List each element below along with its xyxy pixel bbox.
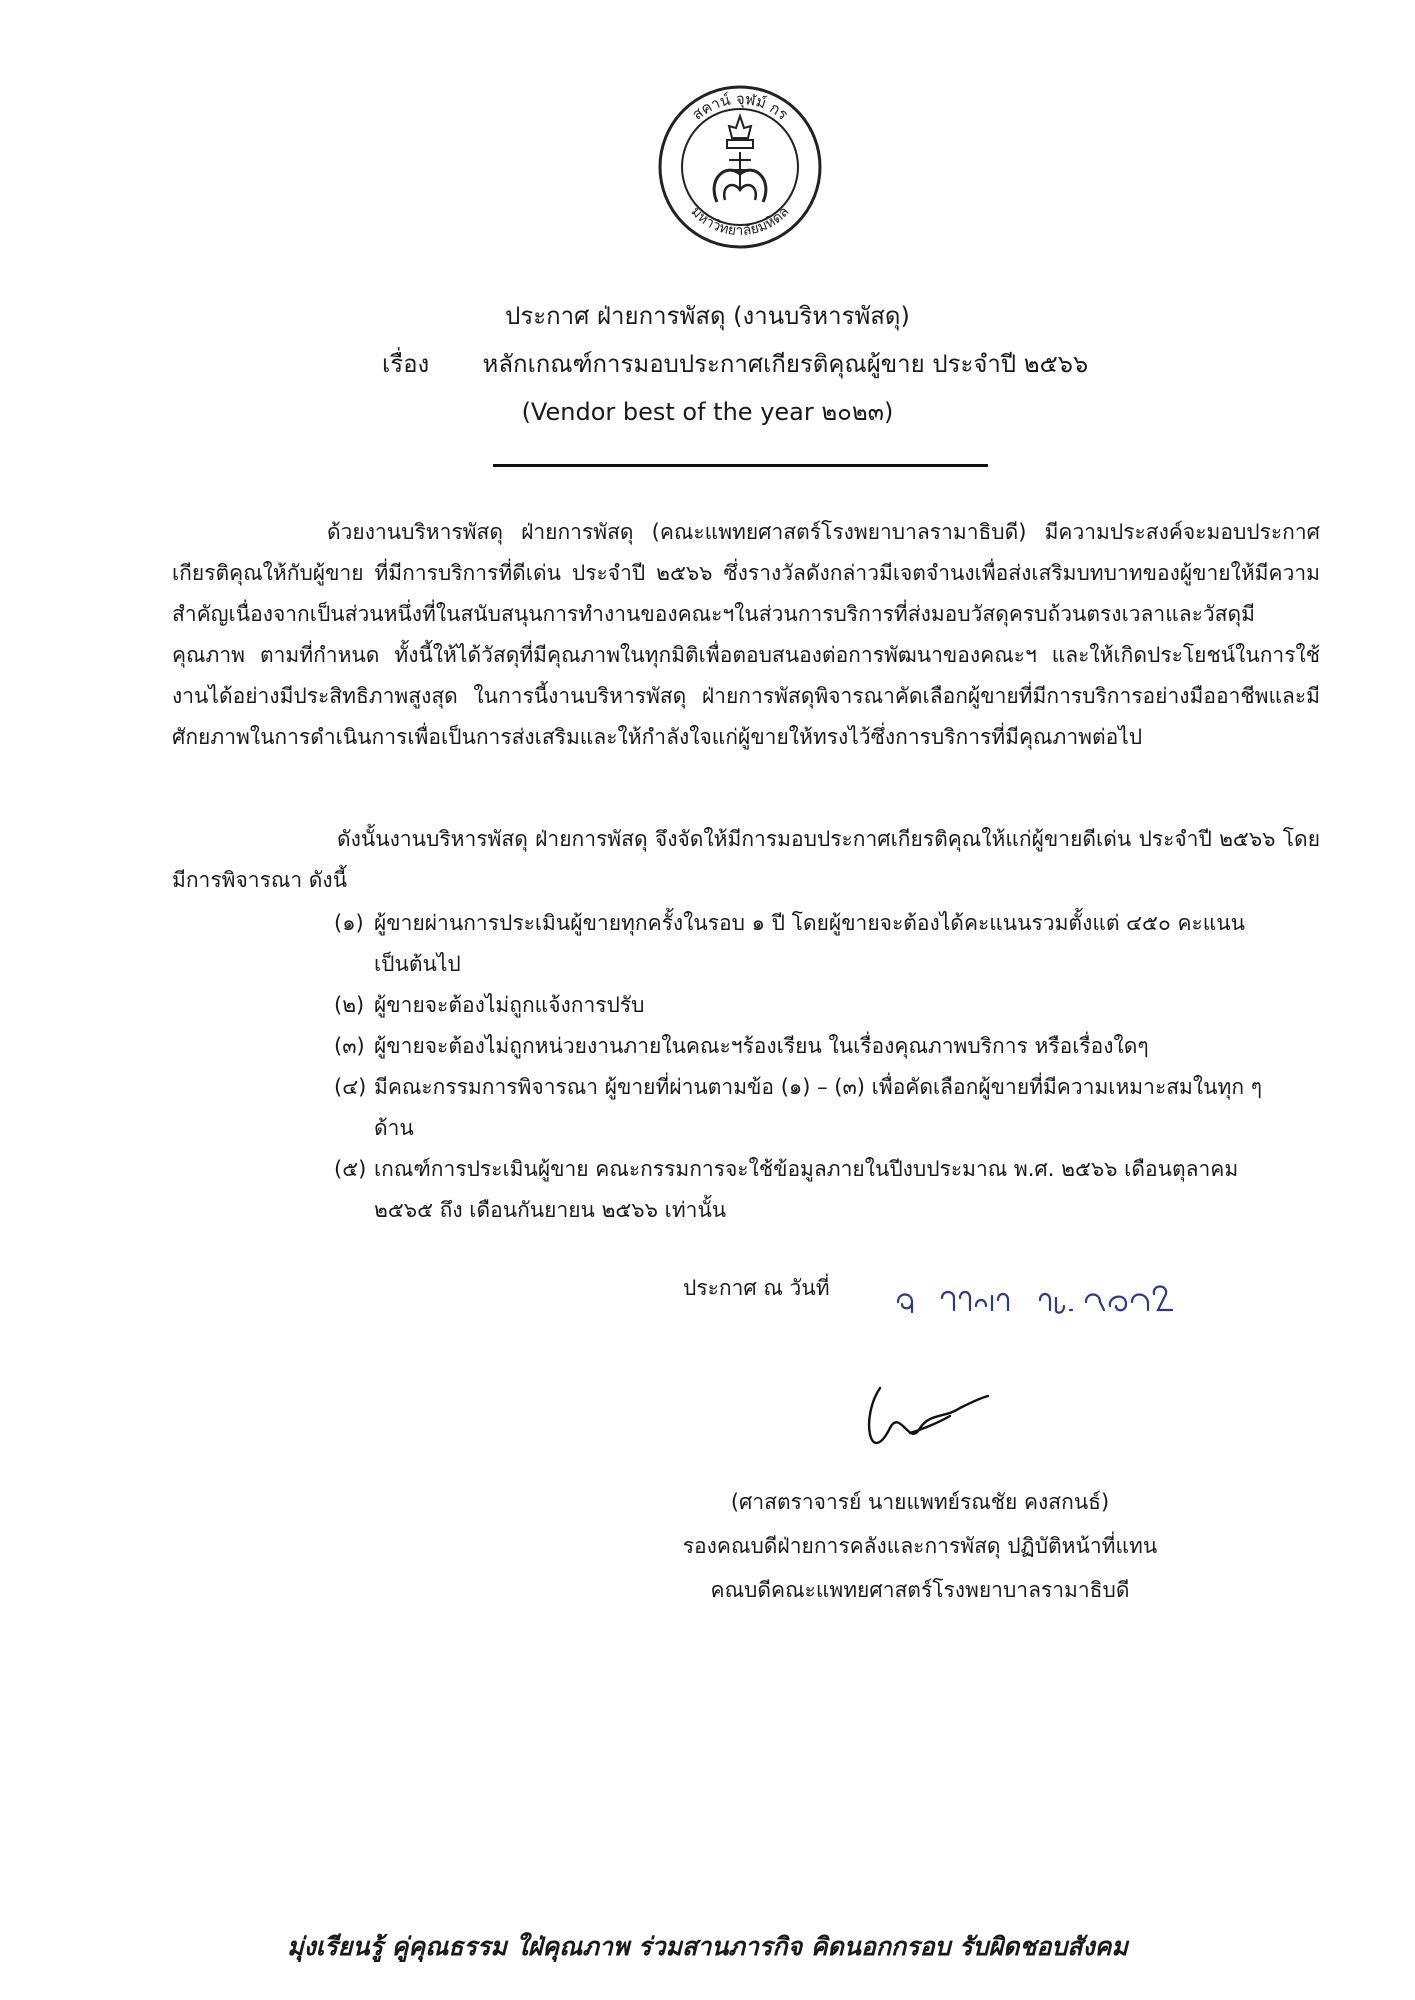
signer-position-1: รองคณบดีฝ่ายการคลังและการพัสดุ ปฏิบัติหน้าที่แทน bbox=[682, 1534, 1158, 1558]
criteria-text: ผู้ขายผ่านการประเมินผู้ขายทุกครั้งในรอบ ๑ ปี โดยผู้ขายจะต้องได้คะแนนรวมตั้งแต่ ๔๕๐ คะแนนเป็นต้นไป bbox=[374, 911, 1246, 976]
criteria-item bbox=[334, 1067, 1294, 1149]
criteria-item bbox=[334, 903, 1294, 985]
signature-mark bbox=[850, 1358, 990, 1498]
criteria-number: (๔) bbox=[334, 1075, 367, 1099]
subject-label: เรื่อง bbox=[382, 350, 430, 378]
announcement-date-label: ประกาศ ณ วันที่ bbox=[683, 1276, 830, 1300]
university-seal bbox=[655, 82, 825, 252]
header-divider bbox=[493, 464, 988, 467]
subject-text: หลักเกณฑ์การมอบประกาศเกียรติคุณผู้ขาย ประจำปี ๒๕๖๖ bbox=[482, 350, 1089, 378]
signer-name: (ศาสตราจารย์ นายแพทย์รณชัย คงสกนธ์) bbox=[730, 1490, 1110, 1514]
criteria-number: (๓) bbox=[334, 1034, 365, 1058]
seal-top-text: สคาน์ จุฬม์ กร bbox=[688, 89, 792, 124]
svg-text:มหาวิทยาลัยมหิดล bbox=[687, 204, 792, 239]
criteria-item bbox=[334, 1149, 1294, 1231]
criteria-number: (๑) bbox=[334, 911, 364, 935]
footer-motto: มุ่งเรียนรู้ คู่คุณธรรม ใฝ่คุณภาพ ร่วมสานภารกิจ คิดนอกกรอบ รับผิดชอบสังคม bbox=[287, 1932, 1128, 1961]
announcement-title: ประกาศ ฝ่ายการพัสดุ (งานบริหารพัสดุ) bbox=[505, 302, 910, 330]
subject-line bbox=[382, 344, 1088, 383]
english-subtitle: (Vendor best of the year ๒๐๒๓) bbox=[521, 398, 894, 426]
criteria-number: (๕) bbox=[334, 1157, 367, 1181]
criteria-item bbox=[334, 985, 1294, 1026]
signer-position-2: คณบดีคณะแพทยศาสตร์โรงพยาบาลรามาธิบดี bbox=[710, 1578, 1130, 1602]
body-paragraph-1: ด้วยงานบริหารพัสดุ ฝ่ายการพัสดุ (คณะแพทยศาสตร์โรงพยาบาลรามาธิบดี) มีความประสงค์จะมอบประกาศเกียรติคุณให้กับผู้ขาย ที่มีการบริการที่ดีเด่น ประจำปี ๒๕๖๖ ซึ่งรางวัลดังกล่าวมีเจตจำนงเพื่อส่งเสริมบทบาทของผู้ขายให้มีความสำคัญเนื่องจากเป็นส่วนหนึ่งที่ในสนับสนุนการทำงานของคณะฯในส่วนการบริการที่ส่งมอบวัสดุครบถ้วนตรงเวลาและวัสดุมีคุณภาพ ตามที่กำหนด ทั้งนี้ให้ได้วัสดุที่มีคุณภาพในทุกมิติเพื่อตอบสนองต่อการพัฒนาของคณะฯ และให้เกิดประโยชน์ในการใช้งานได้อย่างมีประสิทธิภาพสูงสุด ในการนี้งานบริหารพัสดุ ฝ่ายการพัสดุพิจารณาคัดเลือกผู้ขายที่มีการบริการอย่างมืออาชีพและมีศักยภาพในการดำเนินการเพื่อเป็นการส่งเสริมและให้กำลังใจแก่ผู้ขายให้ทรงไว้ซึ่งการบริการที่มีคุณภาพต่อไป bbox=[172, 520, 1320, 749]
criteria-list bbox=[334, 903, 1294, 1231]
criteria-text: ผู้ขายจะต้องไม่ถูกแจ้งการปรับ bbox=[374, 993, 645, 1017]
criteria-number: (๒) bbox=[334, 993, 365, 1017]
handwritten-date bbox=[890, 1276, 1190, 1320]
body-paragraph-2: ดังนั้นงานบริหารพัสดุ ฝ่ายการพัสดุ จึงจัดให้มีการมอบประกาศเกียรติคุณให้แก่ผู้ขายดีเด่น ประจำปี ๒๕๖๖ โดยมีการพิจารณา ดังนี้ bbox=[172, 827, 1320, 892]
criteria-text: ผู้ขายจะต้องไม่ถูกหน่วยงานภายในคณะฯร้องเรียน ในเรื่องคุณภาพบริการ หรือเรื่องใดๆ bbox=[374, 1034, 1149, 1058]
criteria-item bbox=[334, 1026, 1294, 1067]
criteria-text: เกณฑ์การประเมินผู้ขาย คณะกรรมการจะใช้ข้อมูลภายในปีงบประมาณ พ.ศ. ๒๕๖๖ เดือนตุลาคม ๒๕๖๕ ถึง เดือนกันยายน ๒๕๖๖ เท่านั้น bbox=[374, 1157, 1239, 1222]
seal-bottom-text: มหาวิทยาลัยมหิดล bbox=[687, 203, 793, 240]
criteria-text: มีคณะกรรมการพิจารณา ผู้ขายที่ผ่านตามข้อ (๑) – (๓) เพื่อคัดเลือกผู้ขายที่มีความเหมาะสมในทุก ๆ ด้าน bbox=[374, 1075, 1262, 1140]
